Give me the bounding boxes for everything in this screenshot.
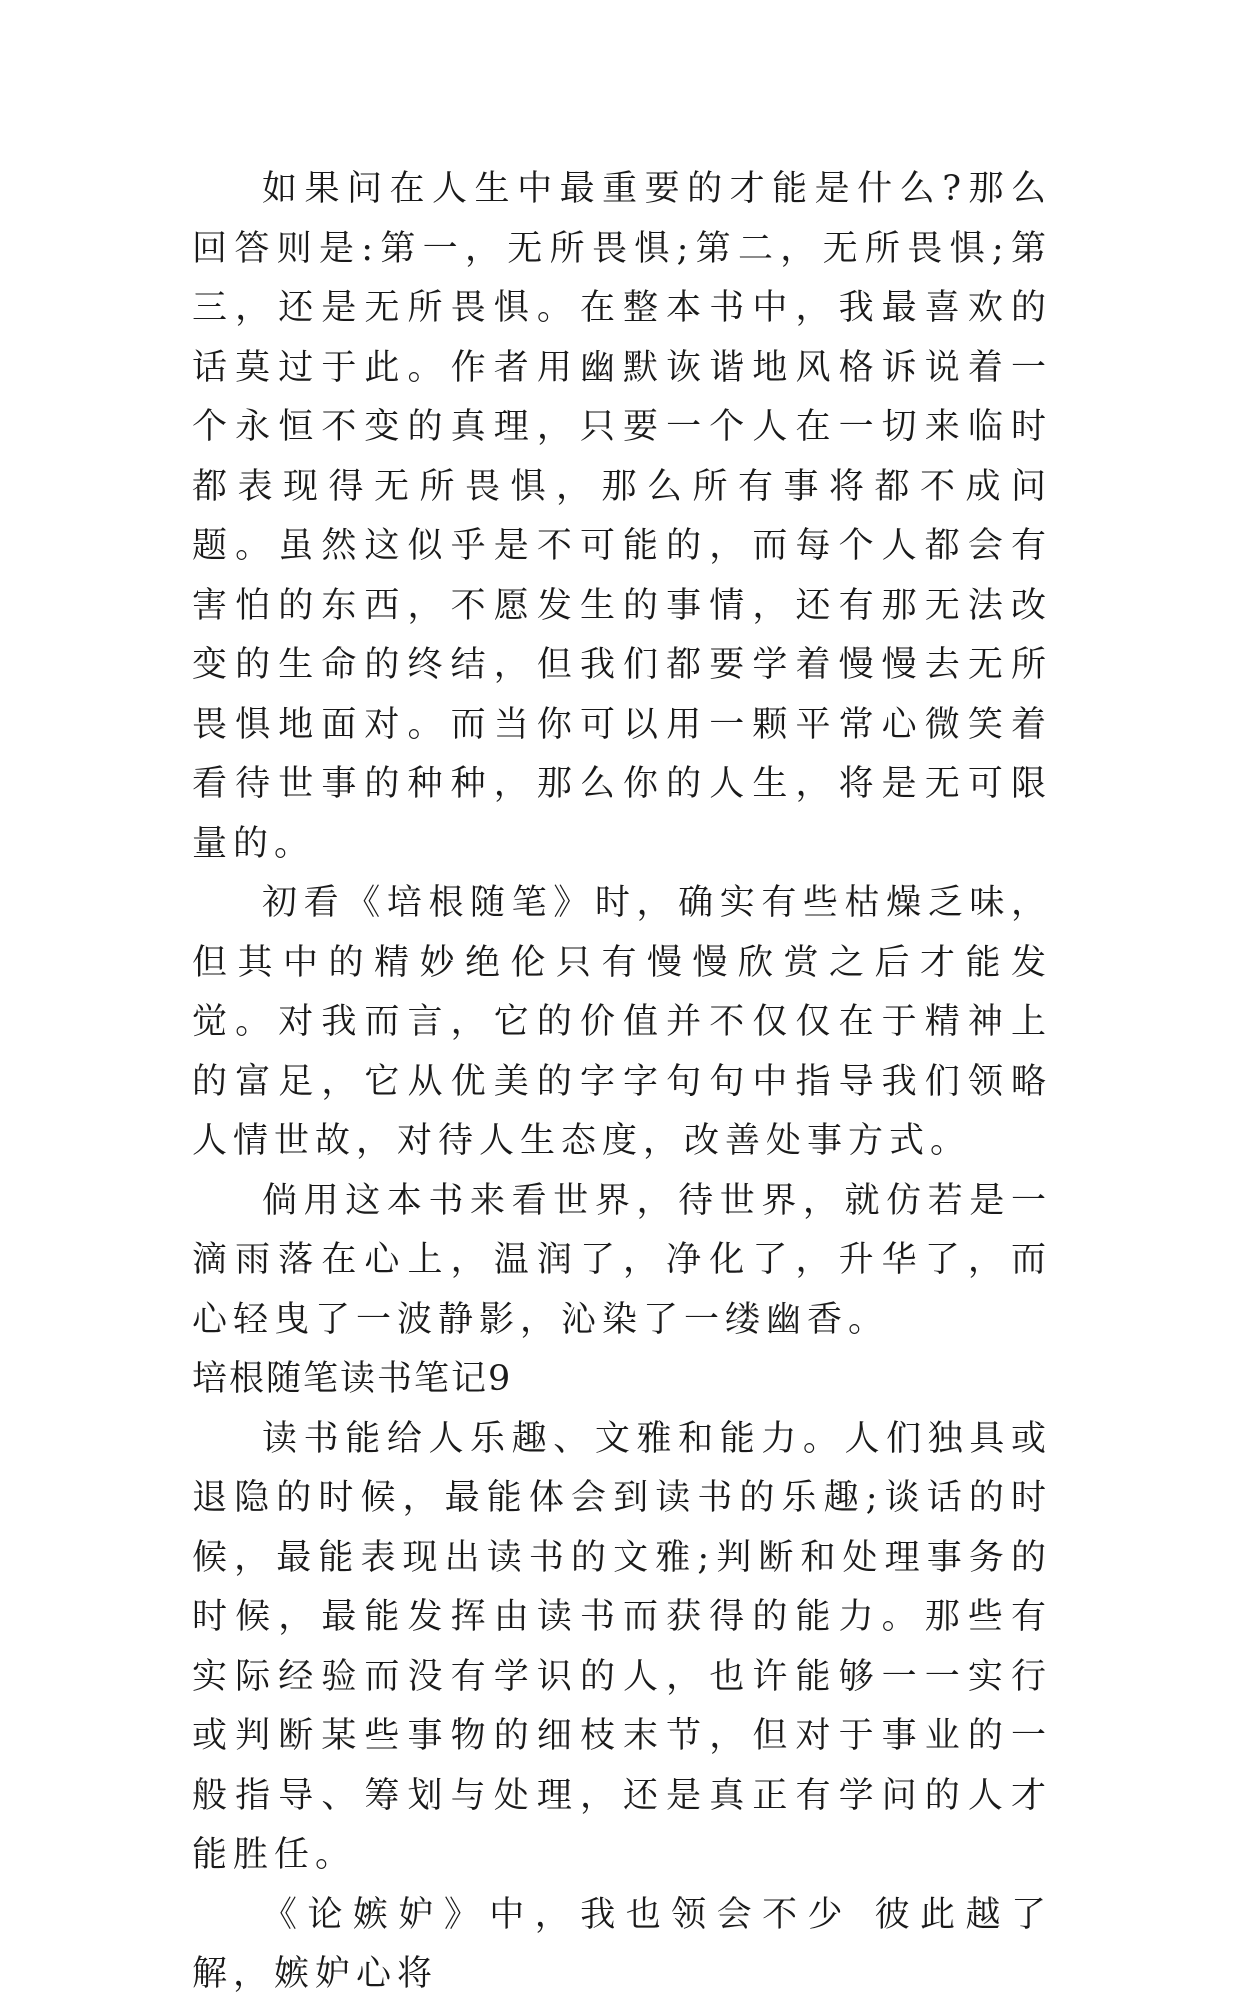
paragraph-reading-benefits: 读书能给人乐趣、文雅和能力。人们独具或退隐的时候，最能体会到读书的乐趣;谈话的时候，最能表现出读书的文雅;判断和处理事务的时候，最能发挥由读书而获得的能力。那些有实际经验而没有学识的人，也许能够一一实行或判断某些事物的细枝末节，但对于事业的一般指导、筹划与处理，还是真正有学问的人才能胜任。 (192, 1418, 1052, 1875)
paragraph-first-impression: 初看《培根随笔》时，确实有些枯燥乏味，但其中的精妙绝伦只有慢慢欣赏之后才能发觉。对我而言，它的价值并不仅仅在于精神上的富足，它从优美的字字句句中指导我们领略人情世故，对待人生态度，改善处事方式。 (192, 883, 1052, 1161)
paragraph-raindrop: 倘用这本书来看世界，待世界，就仿若是一滴雨落在心上，温润了，净化了，升华了，而心轻曳了一波静影，沁染了一缕幽香。 (192, 1180, 1052, 1340)
paragraph-on-envy: 《论嫉妒》中，我也领会不少 彼此越了解，嫉妒心将 (192, 1894, 1052, 1994)
document-body (192, 160, 1052, 2005)
paragraph-fearlessness: 如果问在人生中最重要的才能是什么?那么回答则是:第一，无所畏惧;第二，无所畏惧;第三，还是无所畏惧。在整本书中，我最喜欢的话莫过于此。作者用幽默诙谐地风格诉说着一个永恒不变的真理，只要一个人在一切来临时都表现得无所畏惧，那么所有事将都不成问题。虽然这似乎是不可能的，而每个人都会有害怕的东西，不愿发生的事情，还有那无法改变的生命的终结，但我们都要学着慢慢去无所畏惧地面对。而当你可以用一颗平常心微笑着看待世事的种种，那么你的人生，将是无可限量的。 (192, 169, 1052, 864)
section-title: 培根随笔读书笔记9 (192, 1359, 513, 1399)
